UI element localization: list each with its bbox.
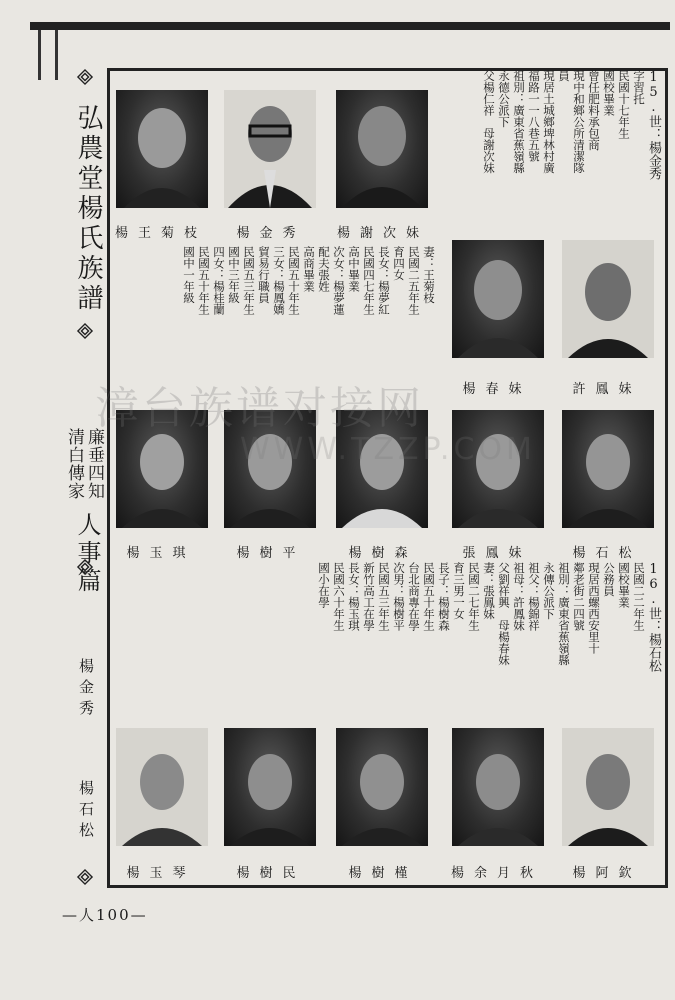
section-title: 人事篇 [73,512,101,596]
info-line: 父劉祥興 母楊春妹 [497,562,511,666]
motto-left: 清白傳家 [64,428,84,500]
portrait-photo [224,90,316,208]
info-line: 民國五十年生 [287,246,301,315]
portrait-photo [562,728,654,846]
info-line: 高商畢業 [302,246,316,292]
info-line: 次男：楊樹平 [392,562,406,631]
info-line: 次女：楊夢蓮 [332,246,346,315]
portrait-photo [562,410,654,528]
info-line: 字習托 [632,70,646,105]
portrait-photo [336,728,428,846]
side-margin [64,60,108,890]
portrait-photo [452,410,544,528]
info-line: 祖別：廣東省蕉嶺縣 [512,70,526,174]
caption: 張鳳妹 [462,546,532,561]
generation-label: 16.世：楊石松 [646,562,661,672]
info-line: 民國五三年生 [242,246,256,315]
entry-1-info [481,70,661,256]
info-line: 民國十七年生 [617,70,631,139]
info-line: 民國二二年生 [632,562,646,631]
book-title: 弘農堂楊氏族譜 [73,104,103,314]
diamond-ornament-icon [76,68,94,86]
watermark-url: WWW.TZZP.COM [240,432,536,467]
side-name-2: 楊石松 [77,780,95,843]
caption: 楊玉琴 [126,866,196,881]
info-line: 民國五十年生 [422,562,436,631]
info-line: 台北商專在學 [407,562,421,631]
info-line: 長子：楊樹森 [437,562,451,631]
diamond-ornament-icon [76,558,94,576]
motto-right: 廉垂四知 [84,428,104,500]
info-line: 曾任肥料承包商 [587,70,601,151]
info-line: 祖別：廣東省蕉嶺縣 [557,562,571,666]
portrait-photo [562,240,654,358]
top-rule [30,22,670,30]
portrait-photo [224,728,316,846]
info-line: 福路一一八巷五號 [527,70,541,162]
portrait-photo [452,728,544,846]
caption: 楊玉琪 [126,546,196,561]
info-line: 民國五十年生 [197,246,211,315]
portrait-photo [116,90,208,208]
info-line: 國校畢業 [617,562,631,608]
info-line: 現居土城鄉埤林村廣 [542,70,556,174]
caption: 楊樹森 [348,546,418,561]
caption: 楊王菊枝 [114,226,207,241]
info-line: 國小在學 [317,562,331,608]
info-line: 員 [557,70,571,82]
info-line: 育三男一女 [452,562,466,620]
info-line: 新竹高工在學 [362,562,376,631]
info-line: 祖母：許鳳妹 [512,562,526,631]
info-line: 現中和鄉公所清潔隊 [572,70,586,174]
caption: 楊春妹 [462,382,532,397]
caption: 楊樹槿 [348,866,418,881]
binder-mark [38,30,58,80]
info-line: 三女：楊鳳嬌 [272,246,286,315]
caption: 楊謝次妹 [336,226,429,241]
portrait-photo [116,728,208,846]
info-line: 國校畢業 [602,70,616,116]
info-line: 永德公派下 [497,70,511,128]
info-line: 民國六十年生 [332,562,346,631]
generation-label: 15.世：楊金秀 [646,70,661,180]
portrait-photo [452,240,544,358]
diamond-ornament-icon [76,322,94,340]
info-line: 高中畢業 [347,246,361,292]
caption: 楊余月秋 [450,866,543,881]
info-line: 現居西螺西安里十 [587,562,601,654]
info-line: 永傳公派下 [542,562,556,620]
page-number: —人100— [62,906,148,924]
info-line: 公務員 [602,562,616,597]
caption: 許鳳妹 [572,382,642,397]
info-line: 國中一年級 [182,246,196,304]
info-line: 育四女 [392,246,406,281]
info-line: 民國二七年生 [467,562,481,631]
info-line: 妻：張鳳妹 [482,562,496,620]
side-name-1: 楊金秀 [77,658,95,721]
info-line: 民國二五年生 [407,246,421,315]
caption: 楊樹民 [236,866,306,881]
info-line: 民國四七年生 [362,246,376,315]
info-line: 長女：楊玉琪 [347,562,361,631]
info-line: 國中三年級 [227,246,241,304]
info-line: 四女：楊桂蘭 [212,246,226,315]
diamond-ornament-icon [76,868,94,886]
info-line: 配夫張姓 [317,246,331,292]
info-line: 鄰老街二四號 [572,562,586,631]
entry-2-info [261,562,661,712]
watermark-text: 漳台族谱对接网 [95,383,424,434]
info-line: 祖父：楊錦祥 [527,562,541,631]
caption: 楊阿欽 [572,866,642,881]
info-line: 妻：王菊枝 [422,246,436,304]
portrait-photo [336,90,428,208]
info-line: 長女：楊夢紅 [377,246,391,315]
caption: 楊樹平 [236,546,306,561]
info-line: 貿易行職員 [257,246,271,304]
info-line: 民國五三年生 [377,562,391,631]
caption: 楊石松 [572,546,642,561]
caption: 楊金秀 [236,226,306,241]
info-line: 父楊仁祥 母謝次妹 [482,70,496,174]
